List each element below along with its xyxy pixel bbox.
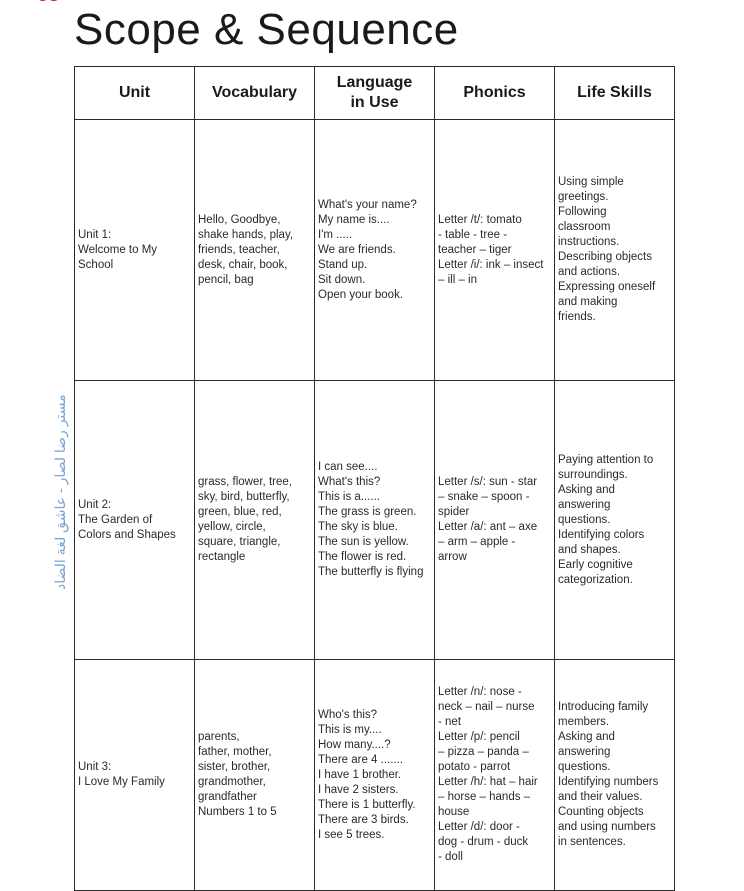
life-skills-cell: Paying attention to surroundings. Asking and answering questions. Identifying colors and shapes. Early cognitive categorization. (555, 381, 675, 660)
scope-sequence-table (74, 66, 675, 891)
header-phonics: Phonics (435, 67, 555, 120)
vocabulary-cell: Hello, Goodbye, shake hands, play, friends, teacher, desk, chair, book, pencil, bag (195, 120, 315, 381)
table-row (75, 381, 675, 660)
life-skills-cell: Using simple greetings. Following classroom instructions. Describing objects and actions. Expressing oneself and making friends. (555, 120, 675, 381)
life-skills-cell: Introducing family members. Asking and answering questions. Identifying numbers and their values. Counting objects and using numbers in sentences. (555, 660, 675, 891)
language-cell: I can see.... What's this? This is a...... The grass is green. The sky is blue. The sun is yellow. The flower is red. The butterfly is flying (315, 381, 435, 660)
vocabulary-cell: grass, flower, tree, sky, bird, butterfly, green, blue, red, yellow, circle, square, triangle, rectangle (195, 381, 315, 660)
red-ribbon-icon (34, 0, 64, 6)
unit-cell: Unit 2: The Garden of Colors and Shapes (75, 381, 195, 660)
phonics-cell: Letter /t/: tomato - table - tree - teacher – tiger Letter /i/: ink – insect – ill – in (435, 120, 555, 381)
header-vocabulary: Vocabulary (195, 67, 315, 120)
unit-cell: Unit 3: I Love My Family (75, 660, 195, 891)
language-cell: Who's this? This is my.... How many....? There are 4 ....... I have 1 brother. I have 2 sisters. There is 1 butterfly. There are 3 birds. I see 5 trees. (315, 660, 435, 891)
vocabulary-cell: parents, father, mother, sister, brother, grandmother, grandfather Numbers 1 to 5 (195, 660, 315, 891)
unit-cell: Unit 1: Welcome to My School (75, 120, 195, 381)
table-row (75, 120, 675, 381)
phonics-cell: Letter /s/: sun - star – snake – spoon - spider Letter /a/: ant – axe – arm – apple - arrow (435, 381, 555, 660)
table-row (75, 660, 675, 891)
header-language-in-use: Language in Use (315, 67, 435, 120)
page-title: Scope & Sequence (74, 5, 459, 54)
phonics-cell: Letter /n/: nose - neck – nail – nurse - net Letter /p/: pencil – pizza – panda – potato - parrot Letter /h/: hat – hair – horse – hands – house Letter /d/: door - dog - drum - duck - doll (435, 660, 555, 891)
header-unit: Unit (75, 67, 195, 120)
header-life-skills: Life Skills (555, 67, 675, 120)
table-header-row (75, 67, 675, 120)
watermark-text: مستر رضا لصار - عاشق لغة الضاد (52, 394, 68, 590)
language-cell: What's your name? My name is.... I'm ..... We are friends. Stand up. Sit down. Open your book. (315, 120, 435, 381)
